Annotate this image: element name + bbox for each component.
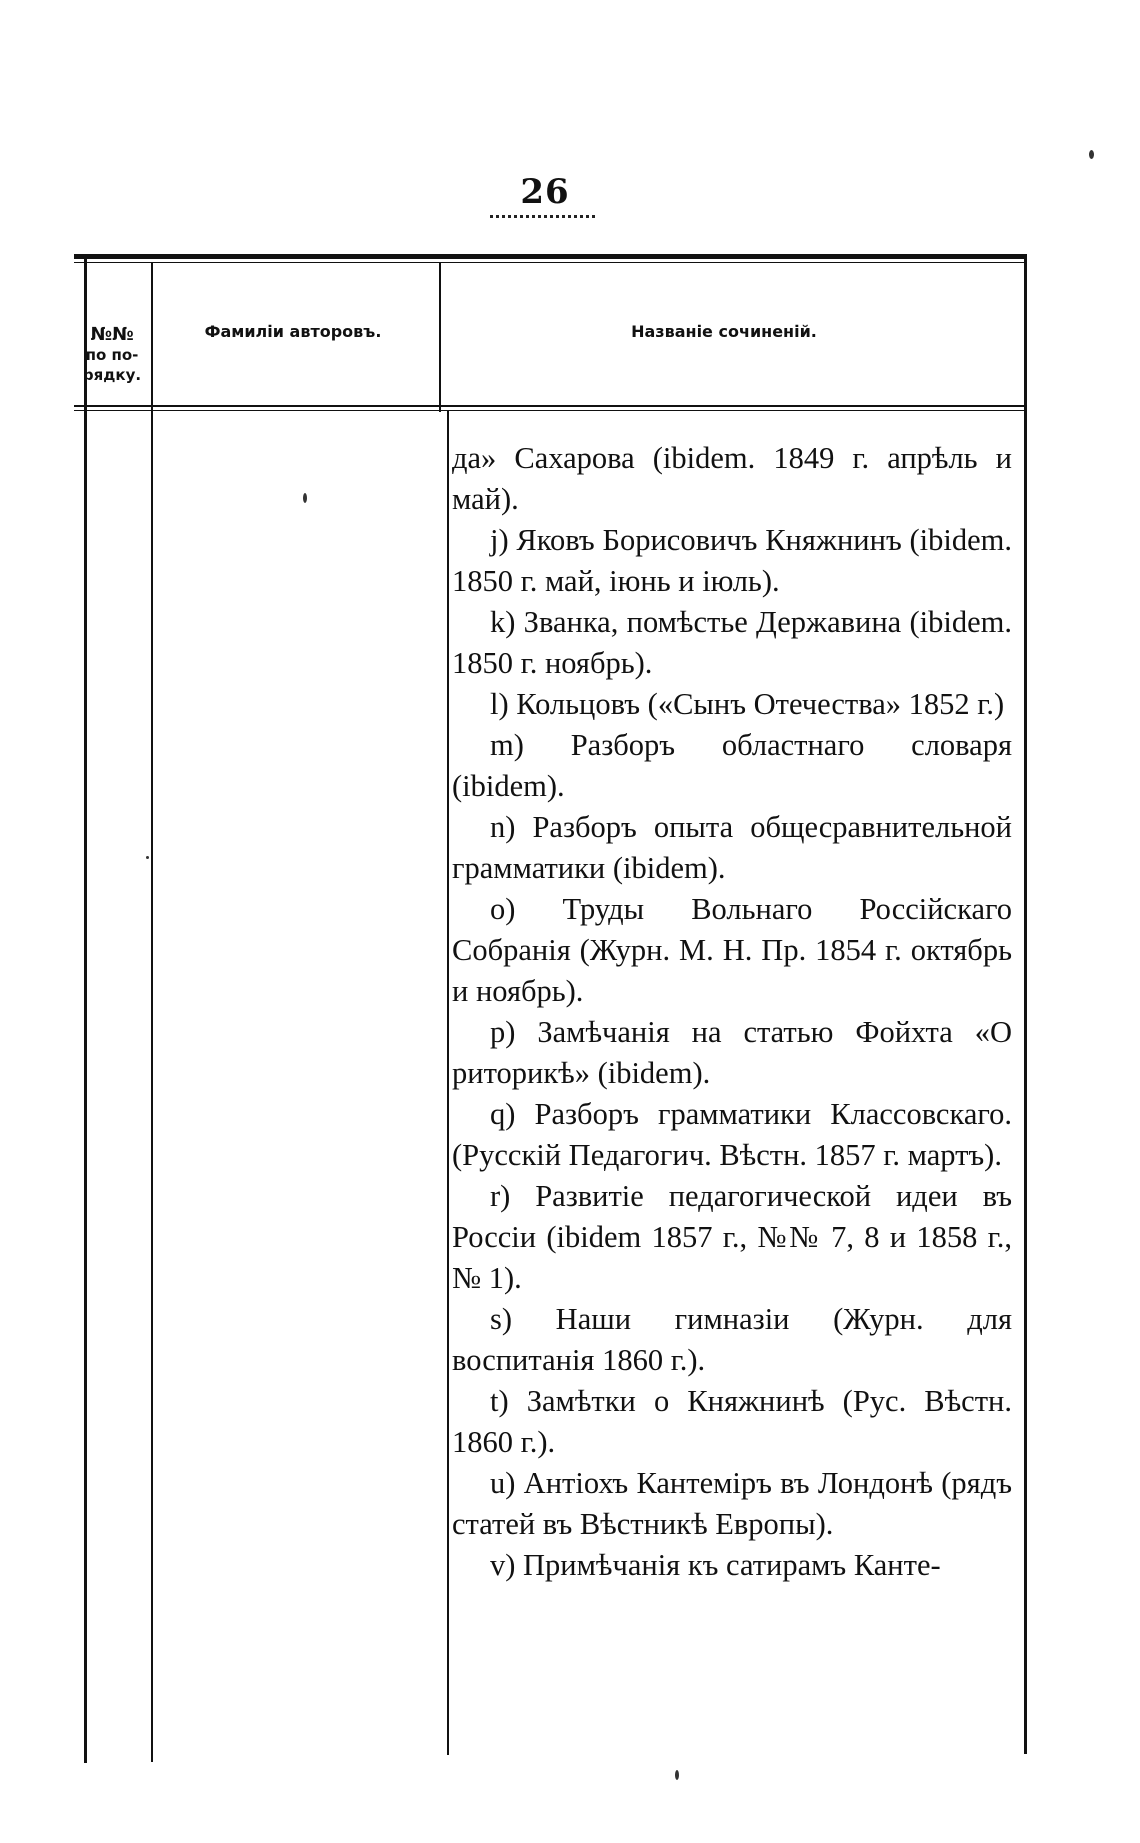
list-item: t) Замѣтки о Княжнинѣ (Рус. Вѣстн. 1860 г.). [452,1384,1012,1459]
list-item: q) Разборъ грамматики Классовскаго. (Русскій Педагогич. Вѣстн. 1857 г. мартъ). [452,1097,1012,1172]
list-item: l) Кольцовъ («Сынъ Отечества» 1852 г.) [490,687,1005,721]
header-bottom-rule-thin [74,410,1027,411]
list-item: r) Развитіе педагогической идеи въ Россіи (ibidem 1857 г., №№ 7, 8 и 1858 г., № 1). [452,1179,1012,1295]
page-number-dots [490,215,595,218]
scan-speck [1089,150,1094,159]
header-number-line3: рядку. [82,366,142,384]
table-top-rule-thin [74,262,1027,263]
works-list [452,438,1012,1586]
scan-speck [675,1770,679,1780]
page-number: 26 [520,172,570,212]
list-item: j) Яковъ Борисовичъ Княжнинъ (ibidem. 1850 г. май, іюнь и іюль). [452,523,1012,598]
header-titles: Названіе сочиненій. [631,322,817,341]
header-authors: Фамиліи авторовъ. [204,322,382,341]
list-item: v) Примѣчанія къ сатирамъ Канте- [490,1548,941,1582]
table-top-rule [74,254,1027,259]
table-right-border [1024,254,1027,1754]
list-item: m) Разборъ областнаго словаря (ibidem). [452,728,1012,803]
list-item: p) Замѣчанія на статью Фойхта «О риторикѣ» (ibidem). [452,1015,1012,1090]
table-left-border [84,258,87,1763]
header-bottom-rule [74,405,1027,407]
scan-speck [303,493,307,503]
list-item: o) Труды Вольнаго Россійскаго Собранія (Журн. М. Н. Пр. 1854 г. октябрь и ноябрь). [452,892,1012,1008]
list-item: k) Званка, помѣстье Державина (ibidem. 1850 г. ноябрь). [452,605,1012,680]
list-item: s) Наши гимназіи (Журн. для воспитанія 1860 г.). [452,1302,1012,1377]
list-item: u) Антіохъ Кантеміръ въ Лондонѣ (рядъ статей въ Вѣстникѣ Европы). [452,1466,1012,1541]
column-divider-number [151,262,153,1762]
header-number [74,325,150,385]
scan-speck [146,856,149,859]
header-number-line2: по по- [85,346,139,364]
header-number-line1: №№ [90,324,134,345]
list-item: да» Сахарова (ibidem. 1849 г. апрѣль и май). [452,441,1012,516]
column-divider-authors-lower [447,410,449,1755]
list-item: n) Разборъ опыта общесравнительной грамматики (ibidem). [452,810,1012,885]
